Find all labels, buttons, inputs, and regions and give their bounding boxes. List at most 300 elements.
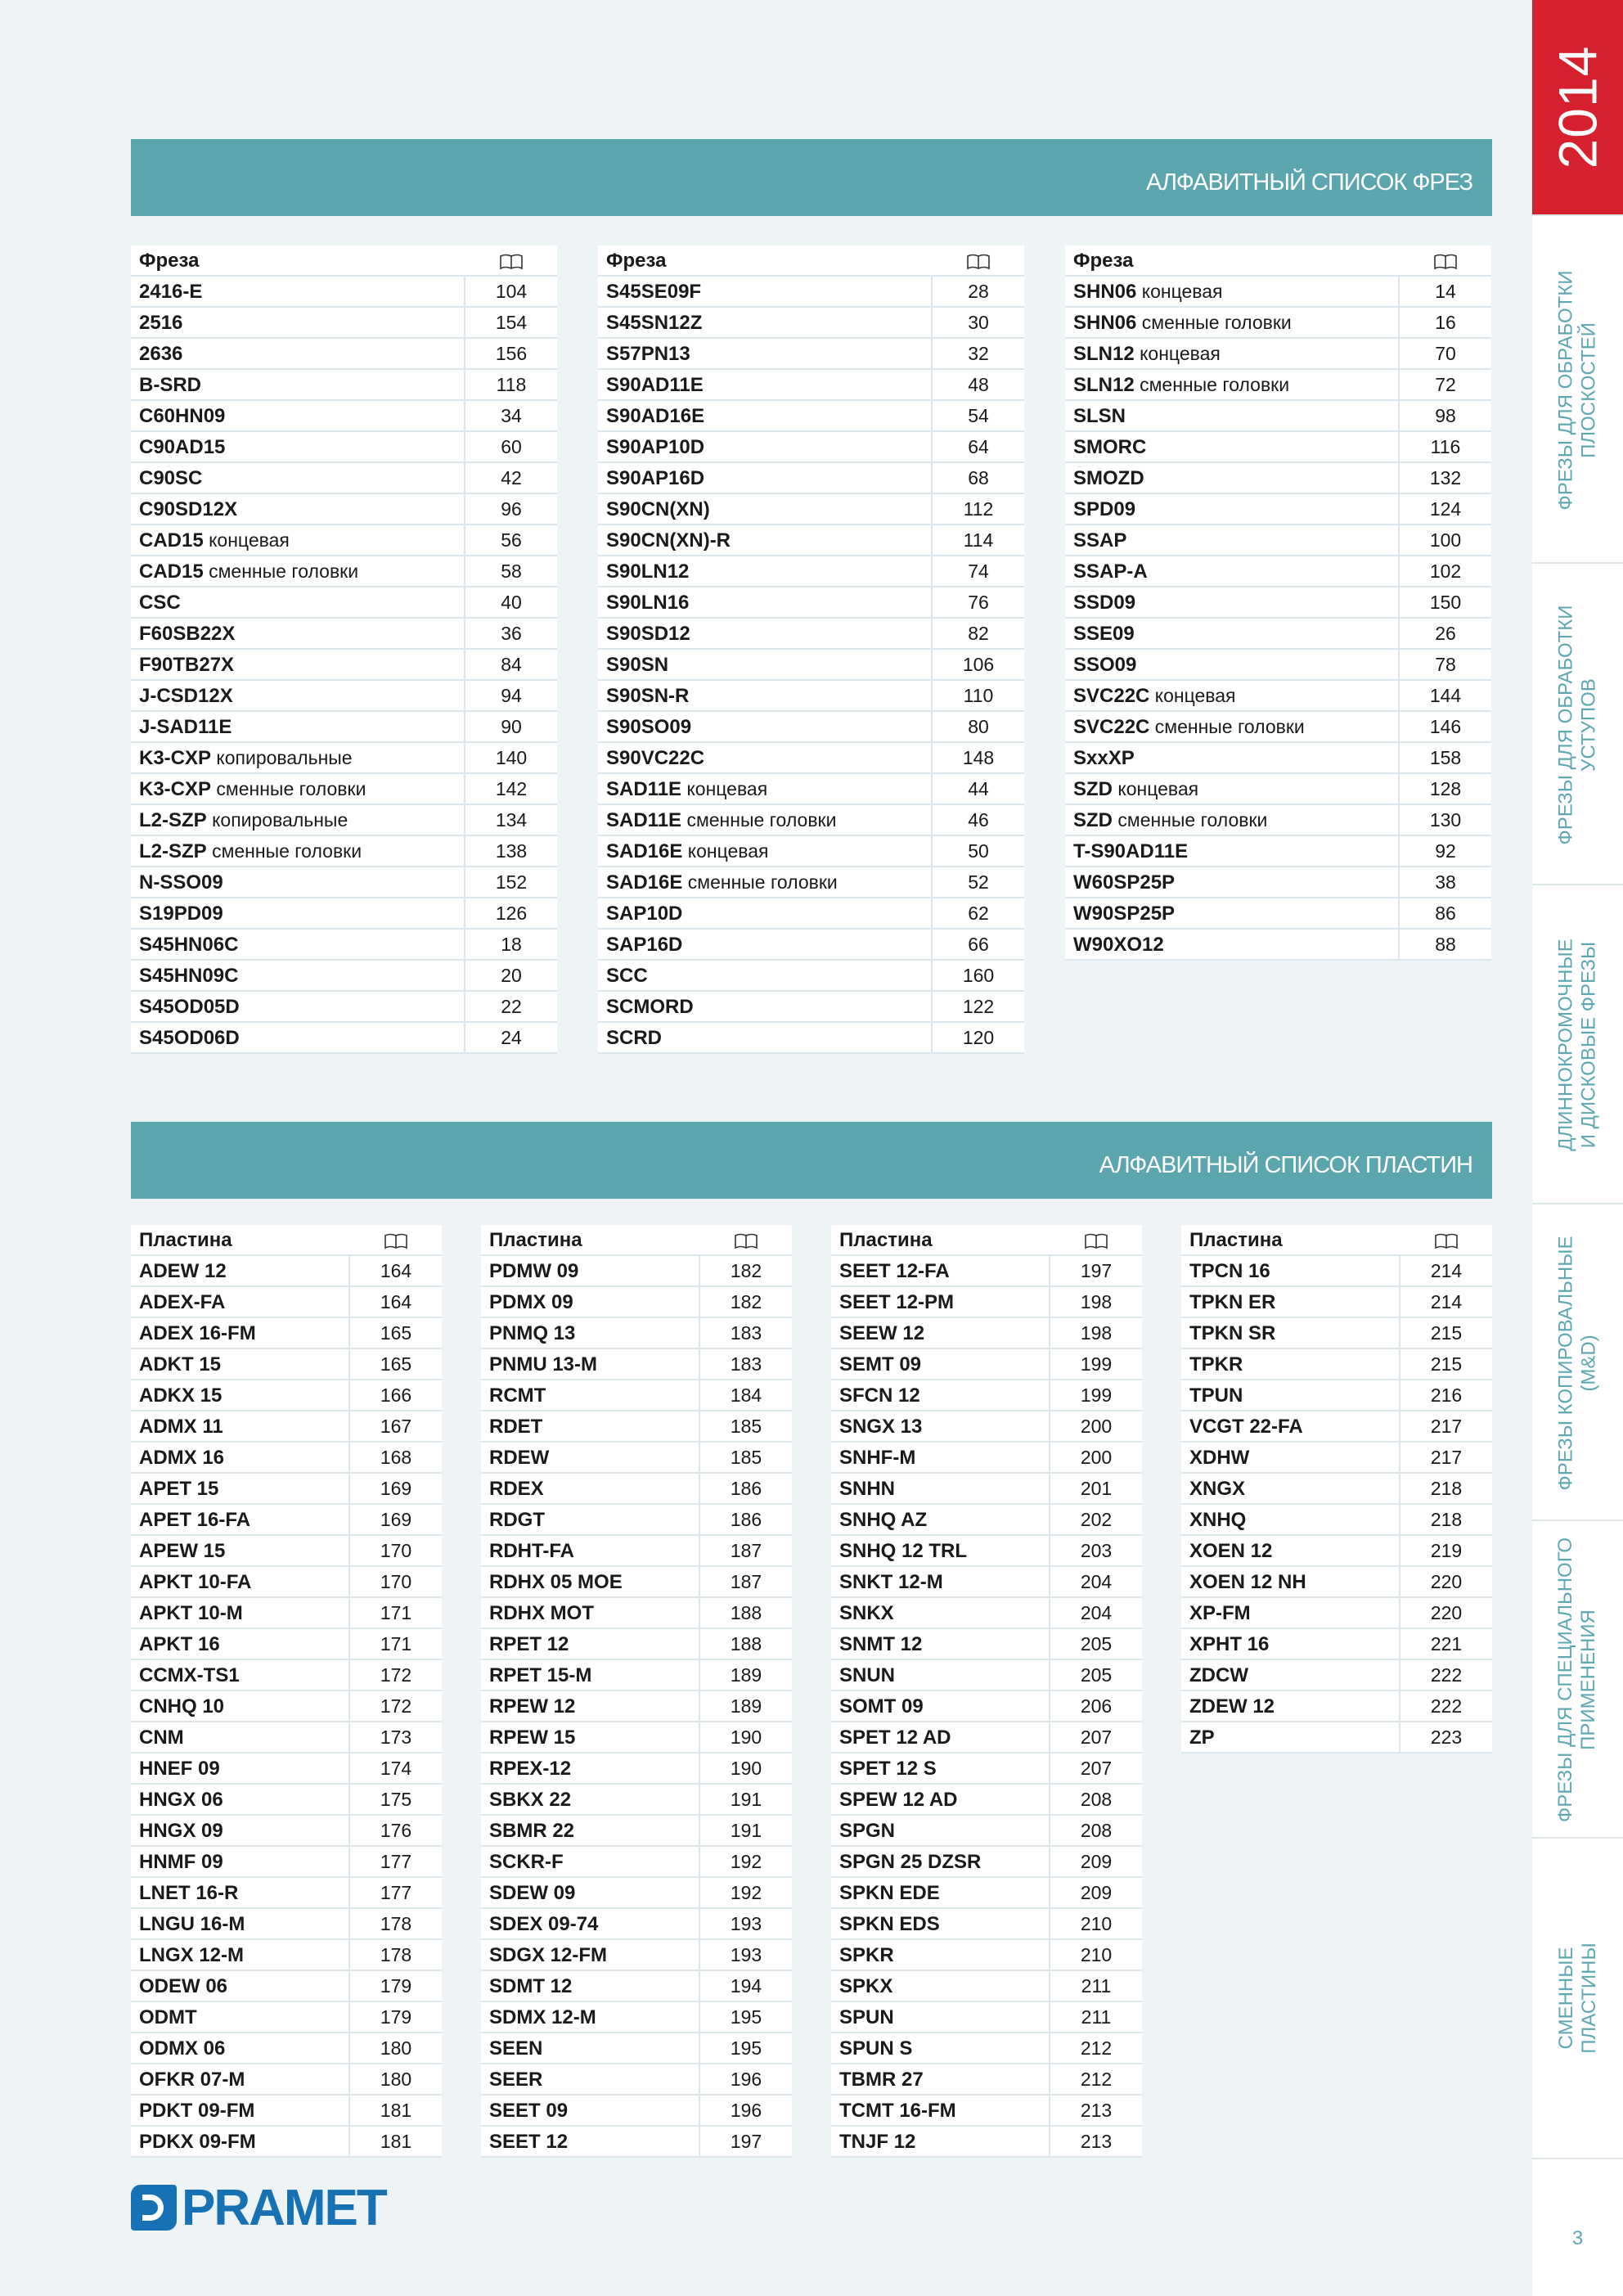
item-variant: концевая <box>1134 343 1221 364</box>
book-icon <box>700 1225 792 1254</box>
item-name: APKT 10-M <box>139 1602 243 1624</box>
inserts-section-banner <box>131 1122 1492 1199</box>
item-variant: сменные головки <box>211 778 366 799</box>
table-row <box>598 930 1024 961</box>
tab-copy-mills[interactable]: ФРЕЗЫ КОПИРОВАЛЬНЫЕ (M&D) <box>1532 1203 1623 1521</box>
column-header-label: Фреза <box>1073 250 1134 272</box>
item-page: 200 <box>1049 1411 1142 1441</box>
item-page: 176 <box>348 1816 442 1845</box>
table-row <box>1181 1318 1492 1349</box>
item-page: 200 <box>1049 1443 1142 1472</box>
table-row <box>481 2002 792 2033</box>
item-page: 84 <box>464 650 557 679</box>
item-page: 14 <box>1398 277 1491 306</box>
table-row <box>1065 774 1491 805</box>
item-name: W90SP25P <box>1073 903 1176 925</box>
table-row <box>831 1349 1142 1380</box>
table-row <box>131 525 557 556</box>
item-page: 193 <box>699 1940 792 1970</box>
table-row <box>1065 930 1491 961</box>
item-name: SAP16D <box>606 934 683 956</box>
book-icon <box>350 1225 442 1254</box>
item-name: SPGN <box>839 1820 896 1842</box>
item-name: RPET 12 <box>489 1633 569 1655</box>
item-page: 179 <box>348 1971 442 2001</box>
item-name: ADMX 16 <box>139 1447 225 1469</box>
item-page: 182 <box>699 1287 792 1317</box>
item-page: 68 <box>931 463 1024 493</box>
item-variant: концевая <box>682 840 769 862</box>
table-row <box>598 556 1024 588</box>
item-name: SHN06 концевая <box>1073 281 1223 303</box>
item-name: TBMR 27 <box>839 2069 924 2091</box>
item-page: 222 <box>1399 1660 1492 1690</box>
table-row <box>131 681 557 712</box>
table-header <box>1065 245 1491 277</box>
item-page: 204 <box>1049 1567 1142 1596</box>
item-name: SEET 09 <box>489 2100 569 2122</box>
item-name: SSAP <box>1073 529 1127 551</box>
item-page: 156 <box>464 339 557 368</box>
item-page: 171 <box>348 1598 442 1627</box>
item-name: SBKX 22 <box>489 1789 572 1811</box>
tab-long-edge-disc-mills[interactable]: ДЛИННОКРОМОЧНЫЕ И ДИСКОВЫЕ ФРЕЗЫ <box>1532 884 1623 1204</box>
item-page: 122 <box>931 992 1024 1021</box>
item-page: 180 <box>348 2064 442 2094</box>
table-row <box>598 867 1024 898</box>
item-page: 160 <box>931 961 1024 990</box>
item-name: SAD16E концевая <box>606 840 769 862</box>
table-row <box>831 1598 1142 1629</box>
item-page: 171 <box>348 1629 442 1659</box>
table-row <box>598 277 1024 308</box>
item-page: 170 <box>348 1567 442 1596</box>
mills-table-1 <box>131 245 557 1054</box>
table-row <box>131 619 557 650</box>
column-header-label: Пластина <box>839 1229 933 1251</box>
table-row <box>481 1971 792 2002</box>
item-name: SPUN S <box>839 2037 913 2060</box>
item-name: L2-SZP сменные головки <box>139 840 362 862</box>
item-page: 28 <box>931 277 1024 306</box>
table-row <box>598 805 1024 836</box>
item-name: OFKR 07-M <box>139 2069 245 2091</box>
item-page: 192 <box>699 1847 792 1876</box>
table-row <box>1181 1629 1492 1660</box>
table-row <box>598 619 1024 650</box>
table-row <box>131 588 557 619</box>
item-page: 120 <box>931 1023 1024 1052</box>
table-row <box>831 1816 1142 1847</box>
item-name: F90TB27X <box>139 654 235 676</box>
item-variant: концевая <box>1149 685 1236 706</box>
item-name: RDHX 05 MOE <box>489 1571 623 1593</box>
item-page: 118 <box>464 370 557 399</box>
table-row <box>831 1287 1142 1318</box>
table-row <box>598 743 1024 774</box>
item-name: RPEX-12 <box>489 1758 572 1780</box>
item-page: 195 <box>699 2033 792 2063</box>
item-page: 44 <box>931 774 1024 804</box>
item-page: 214 <box>1399 1287 1492 1317</box>
table-row <box>131 556 557 588</box>
item-name: SEEW 12 <box>839 1322 925 1344</box>
book-icon <box>1050 1225 1142 1254</box>
table-row <box>598 681 1024 712</box>
item-name: SEET 12-PM <box>839 1291 955 1313</box>
item-name: SPET 12 AD <box>839 1727 951 1749</box>
item-page: 42 <box>464 463 557 493</box>
table-header <box>131 245 557 277</box>
item-page: 185 <box>699 1443 792 1472</box>
item-name: RPEW 12 <box>489 1695 576 1717</box>
item-page: 216 <box>1399 1380 1492 1410</box>
item-name: APKT 10-FA <box>139 1571 252 1593</box>
table-row <box>1065 494 1491 525</box>
item-name: S90CN(XN) <box>606 498 710 520</box>
inserts-table-4 <box>1181 1225 1492 1754</box>
item-name: S90SN <box>606 654 669 676</box>
item-page: 164 <box>348 1256 442 1285</box>
table-row <box>831 1318 1142 1349</box>
table-row <box>481 1940 792 1971</box>
table-row <box>1065 805 1491 836</box>
item-name: SPGN 25 DZSR <box>839 1851 982 1873</box>
item-page: 181 <box>348 2127 442 2156</box>
page-number: 3 <box>1571 2227 1584 2249</box>
item-name: HNMF 09 <box>139 1851 223 1873</box>
table-row <box>131 370 557 401</box>
item-page: 209 <box>1049 1847 1142 1876</box>
table-row <box>1065 339 1491 370</box>
table-row <box>131 1318 442 1349</box>
item-name: SHN06 сменные головки <box>1073 312 1292 334</box>
item-page: 211 <box>1049 1971 1142 2001</box>
item-name: CNM <box>139 1727 184 1749</box>
item-page: 182 <box>699 1256 792 1285</box>
item-page: 24 <box>464 1023 557 1052</box>
table-row <box>131 774 557 805</box>
table-row <box>1181 1536 1492 1567</box>
item-variant: сменные головки <box>682 871 838 893</box>
tab-special-mills[interactable]: ФРЕЗЫ ДЛЯ СПЕЦИАЛЬНОГО ПРИМЕНЕНИЯ <box>1532 1519 1623 1839</box>
item-page: 193 <box>699 1909 792 1938</box>
item-page: 223 <box>1399 1722 1492 1752</box>
item-name: SDEW 09 <box>489 1882 576 1904</box>
item-name: XP-FM <box>1189 1602 1251 1624</box>
item-page: 213 <box>1049 2127 1142 2156</box>
item-name: SCMORD <box>606 996 694 1018</box>
item-name: HNGX 06 <box>139 1789 223 1811</box>
item-page: 201 <box>1049 1474 1142 1503</box>
mills-table-2 <box>598 245 1024 1054</box>
item-name: SPKR <box>839 1944 894 1966</box>
item-name: SZD концевая <box>1073 778 1199 800</box>
item-name: SVC22C сменные головки <box>1073 716 1305 738</box>
table-row <box>1181 1256 1492 1287</box>
item-variant: сменные головки <box>206 840 362 862</box>
item-name: SCC <box>606 965 648 987</box>
item-page: 178 <box>348 1940 442 1970</box>
tab-inserts[interactable]: СМЕННЫЕ ПЛАСТИНЫ <box>1532 1837 1623 2159</box>
table-row <box>598 494 1024 525</box>
item-page: 219 <box>1399 1536 1492 1565</box>
table-row <box>131 1536 442 1567</box>
inserts-table-1 <box>131 1225 442 2158</box>
table-row <box>481 1443 792 1474</box>
item-page: 78 <box>1398 650 1491 679</box>
item-name: SEER <box>489 2069 543 2091</box>
table-row <box>131 1909 442 1940</box>
item-page: 94 <box>464 681 557 710</box>
item-page: 66 <box>931 930 1024 959</box>
item-name: RDET <box>489 1416 543 1438</box>
inserts-table-2 <box>481 1225 792 2158</box>
table-row <box>598 774 1024 805</box>
item-page: 138 <box>464 836 557 866</box>
table-row <box>481 1287 792 1318</box>
item-page: 64 <box>931 432 1024 461</box>
table-row <box>831 1536 1142 1567</box>
item-page: 212 <box>1049 2033 1142 2063</box>
item-page: 100 <box>1398 525 1491 555</box>
item-variant: сменные головки <box>681 809 837 831</box>
column-header-label: Пластина <box>139 1229 232 1251</box>
table-row <box>1065 712 1491 743</box>
item-name: SNGX 13 <box>839 1416 923 1438</box>
item-variant: концевая <box>203 529 290 551</box>
item-page: 170 <box>348 1536 442 1565</box>
item-page: 179 <box>348 2002 442 2032</box>
item-name: ZP <box>1189 1727 1215 1749</box>
pramet-logo-mark-icon <box>131 2185 177 2231</box>
item-page: 190 <box>699 1754 792 1783</box>
book-icon <box>933 245 1024 275</box>
item-name: S90LN12 <box>606 560 690 583</box>
item-page: 189 <box>699 1660 792 1690</box>
table-row <box>598 588 1024 619</box>
table-row <box>1181 1722 1492 1754</box>
item-page: 185 <box>699 1411 792 1441</box>
table-row <box>1065 836 1491 867</box>
mills-section-banner <box>131 139 1492 216</box>
item-page: 164 <box>348 1287 442 1317</box>
item-page: 88 <box>1398 930 1491 959</box>
table-row <box>1181 1691 1492 1722</box>
item-name: S90CN(XN)-R <box>606 529 731 551</box>
table-row <box>1065 681 1491 712</box>
item-page: 98 <box>1398 401 1491 430</box>
item-page: 191 <box>699 1785 792 1814</box>
item-name: SSAP-A <box>1073 560 1148 583</box>
item-page: 142 <box>464 774 557 804</box>
item-page: 183 <box>699 1349 792 1379</box>
item-page: 181 <box>348 2096 442 2125</box>
table-row <box>131 401 557 432</box>
item-name: ADEX-FA <box>139 1291 226 1313</box>
column-header-label: Пластина <box>1189 1229 1283 1251</box>
item-page: 80 <box>931 712 1024 741</box>
table-row <box>481 1629 792 1660</box>
table-row <box>131 277 557 308</box>
item-name: C60HN09 <box>139 405 226 427</box>
item-page: 150 <box>1398 588 1491 617</box>
table-row <box>481 1816 792 1847</box>
table-row <box>131 432 557 463</box>
item-name: APET 15 <box>139 1478 219 1500</box>
item-name: ODMT <box>139 2006 197 2028</box>
item-name: SSD09 <box>1073 592 1136 614</box>
item-name: TNJF 12 <box>839 2131 916 2153</box>
item-name: ADKX 15 <box>139 1384 223 1407</box>
item-variant: сменные головки <box>203 560 359 582</box>
item-page: 190 <box>699 1722 792 1752</box>
item-page: 26 <box>1398 619 1491 648</box>
table-row <box>481 1474 792 1505</box>
item-page: 52 <box>931 867 1024 897</box>
item-page: 166 <box>348 1380 442 1410</box>
item-page: 40 <box>464 588 557 617</box>
table-row <box>481 1536 792 1567</box>
table-row <box>598 992 1024 1023</box>
table-row <box>131 1567 442 1598</box>
item-page: 220 <box>1399 1598 1492 1627</box>
item-name: LNET 16-R <box>139 1882 239 1904</box>
item-name: RDEW <box>489 1447 550 1469</box>
item-name: SMOZD <box>1073 467 1144 489</box>
table-row <box>598 401 1024 432</box>
table-row <box>131 1878 442 1909</box>
item-name: SNMT 12 <box>839 1633 923 1655</box>
item-page: 213 <box>1049 2096 1142 2125</box>
item-page: 195 <box>699 2002 792 2032</box>
item-name: PDKX 09-FM <box>139 2131 256 2153</box>
item-page: 32 <box>931 339 1024 368</box>
item-name: SAP10D <box>606 903 683 925</box>
mills-table-3 <box>1065 245 1491 961</box>
item-name: S45OD05D <box>139 996 240 1018</box>
item-page: 124 <box>1398 494 1491 524</box>
table-row <box>1181 1598 1492 1629</box>
table-row <box>831 1940 1142 1971</box>
table-row <box>1181 1660 1492 1691</box>
item-page: 208 <box>1049 1785 1142 1814</box>
table-row <box>131 805 557 836</box>
item-name: ZDCW <box>1189 1664 1248 1686</box>
item-name: XNGX <box>1189 1478 1246 1500</box>
item-name: ZDEW 12 <box>1189 1695 1275 1717</box>
item-page: 217 <box>1399 1411 1492 1441</box>
item-page: 194 <box>699 1971 792 2001</box>
table-row <box>481 1598 792 1629</box>
table-row <box>1065 370 1491 401</box>
table-row <box>1065 588 1491 619</box>
table-row <box>131 961 557 992</box>
item-name: SNUN <box>839 1664 896 1686</box>
item-page: 74 <box>931 556 1024 586</box>
item-name: J-SAD11E <box>139 716 232 738</box>
table-row <box>598 898 1024 930</box>
table-row <box>1181 1411 1492 1443</box>
item-name: XOEN 12 <box>1189 1540 1273 1562</box>
item-name: HNGX 09 <box>139 1820 223 1842</box>
item-page: 169 <box>348 1474 442 1503</box>
table-row <box>131 1722 442 1754</box>
table-row <box>481 1847 792 1878</box>
table-row <box>1065 525 1491 556</box>
item-name: S90AD11E <box>606 374 704 396</box>
item-name: RDGT <box>489 1509 545 1531</box>
item-name: PDMX 09 <box>489 1291 573 1313</box>
item-name: SLN12 концевая <box>1073 343 1221 365</box>
item-name: ADMX 11 <box>139 1416 223 1438</box>
tab-shoulder-mills[interactable]: ФРЕЗЫ ДЛЯ ОБРАБОТКИ УСТУПОВ <box>1532 562 1623 885</box>
table-row <box>481 1909 792 1940</box>
table-row <box>131 2127 442 2158</box>
item-page: 167 <box>348 1411 442 1441</box>
table-row <box>1181 1567 1492 1598</box>
pramet-logo-text: PRAMET <box>182 2179 386 2236</box>
table-row <box>831 1909 1142 1940</box>
table-row <box>598 961 1024 992</box>
table-row <box>131 1349 442 1380</box>
item-name: S90SN-R <box>606 685 690 707</box>
book-icon <box>465 245 557 275</box>
table-row <box>831 1971 1142 2002</box>
item-name: TPKN SR <box>1189 1322 1276 1344</box>
item-name: SxxXP <box>1073 747 1135 769</box>
item-name: T-S90AD11E <box>1073 840 1189 862</box>
item-name: S90AP16D <box>606 467 705 489</box>
table-row <box>831 2064 1142 2096</box>
item-page: 70 <box>1398 339 1491 368</box>
item-page: 220 <box>1399 1567 1492 1596</box>
item-page: 196 <box>699 2096 792 2125</box>
table-header <box>131 1225 442 1256</box>
item-name: RDEX <box>489 1478 544 1500</box>
item-name: SZD сменные головки <box>1073 809 1268 831</box>
item-page: 18 <box>464 930 557 959</box>
table-row <box>1065 277 1491 308</box>
table-row <box>131 1691 442 1722</box>
item-name: RCMT <box>489 1384 546 1407</box>
item-name: 2636 <box>139 343 183 365</box>
table-row <box>598 308 1024 339</box>
item-page: 148 <box>931 743 1024 772</box>
item-name: 2416-E <box>139 281 203 303</box>
item-page: 82 <box>931 619 1024 648</box>
item-page: 188 <box>699 1598 792 1627</box>
item-page: 56 <box>464 525 557 555</box>
item-page: 116 <box>1398 432 1491 461</box>
item-name: VCGT 22-FA <box>1189 1416 1303 1438</box>
item-name: LNGU 16-M <box>139 1913 245 1935</box>
item-name: RDHX MOT <box>489 1602 594 1624</box>
table-row <box>131 494 557 525</box>
table-row <box>131 836 557 867</box>
table-row <box>831 2096 1142 2127</box>
table-row <box>831 1411 1142 1443</box>
item-name: CCMX-TS1 <box>139 1664 240 1686</box>
item-page: 207 <box>1049 1722 1142 1752</box>
item-page: 214 <box>1399 1256 1492 1285</box>
item-page: 36 <box>464 619 557 648</box>
tab-face-mills[interactable]: ФРЕЗЫ ДЛЯ ОБРАБОТКИ ПЛОСКОСТЕЙ <box>1532 214 1623 564</box>
item-name: SPKN EDE <box>839 1882 940 1904</box>
item-name: SNHN <box>839 1478 896 1500</box>
table-header <box>598 245 1024 277</box>
item-page: 130 <box>1398 805 1491 835</box>
